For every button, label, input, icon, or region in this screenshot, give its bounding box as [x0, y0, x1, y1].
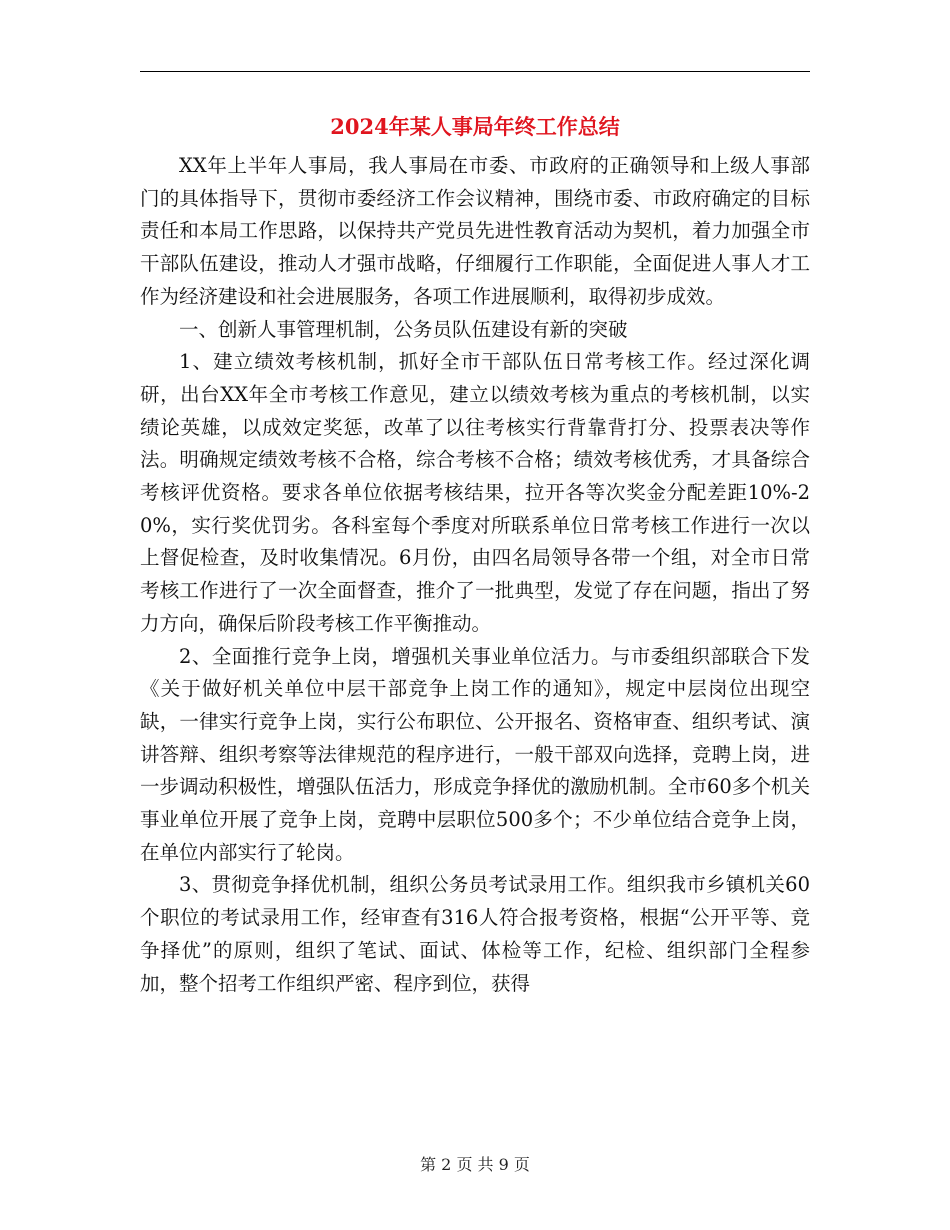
- section-heading-1: 一、创新人事管理机制，公务员队伍建设有新的突破: [179, 317, 628, 341]
- paragraph-intro: XX年上半年人事局，我人事局在市委、市政府的正确领导和上级人事部门的具体指导下，贯彻市委经济工作会议精神，围绕市委、市政府确定的目标责任和本局工作思路，以保持共产党员先进性教育活动为契机，着力加强全市干部队伍建设，推动人才强市战略，仔细履行工作职能，全面促进人事人才工作为经济建设和社会进展服务，各项工作进展顺利，取得初步成效。: [140, 154, 810, 308]
- document-title: 2024年某人事局年终工作总结: [330, 114, 620, 139]
- paragraph-item-2: 2、全面推行竞争上岗，增强机关事业单位活力。与市委组织部联合下发《关于做好机关单位中层干部竞争上岗工作的通知》，规定中层岗位出现空缺，一律实行竞争上岗，实行公布职位、公开报名、资格审查、组织考试、演讲答辩、组织考察等法律规范的程序进行，一般干部双向选择，竞聘上岗，进一步调动积极性，增强队伍活力，形成竞争择优的激励机制。全市60多个机关事业单位开展了竞争上岗，竞聘中层职位500多个；不少单位结合竞争上岗，在单位内部实行了轮岗。: [140, 644, 810, 864]
- page-number-footer: 第 2 页 共 9 页: [420, 1155, 530, 1174]
- document-body: [140, 150, 810, 1000]
- header-rule: [140, 71, 810, 72]
- paragraph-item-3: 3、贯彻竞争择优机制，组织公务员考试录用工作。组织我市乡镇机关60个职位的考试录用工作，经审查有316人符合报考资格，根据“公开平等、竞争择优”的原则，组织了笔试、面试、体检等工作，纪检、组织部门全程参加，整个招考工作组织严密、程序到位，获得: [140, 873, 810, 995]
- paragraph-item-1: 1、建立绩效考核机制，抓好全市干部队伍日常考核工作。经过深化调研，出台XX年全市考核工作意见，建立以绩效考核为重点的考核机制，以实绩论英雄，以成效定奖惩，改革了以往考核实行背靠背打分、投票表决等作法。明确规定绩效考核不合格，综合考核不合格；绩效考核优秀，才具备综合考核评优资格。要求各单位依据考核结果，拉开各等次奖金分配差距10%-20%，实行奖优罚劣。各科室每个季度对所联系单位日常考核工作进行一次以上督促检查，及时收集情况。6月份，由四名局领导各带一个组，对全市日常考核工作进行了一次全面督查，推介了一批典型，发觉了存在问题，指出了努力方向，确保后阶段考核工作平衡推动。: [140, 350, 810, 635]
